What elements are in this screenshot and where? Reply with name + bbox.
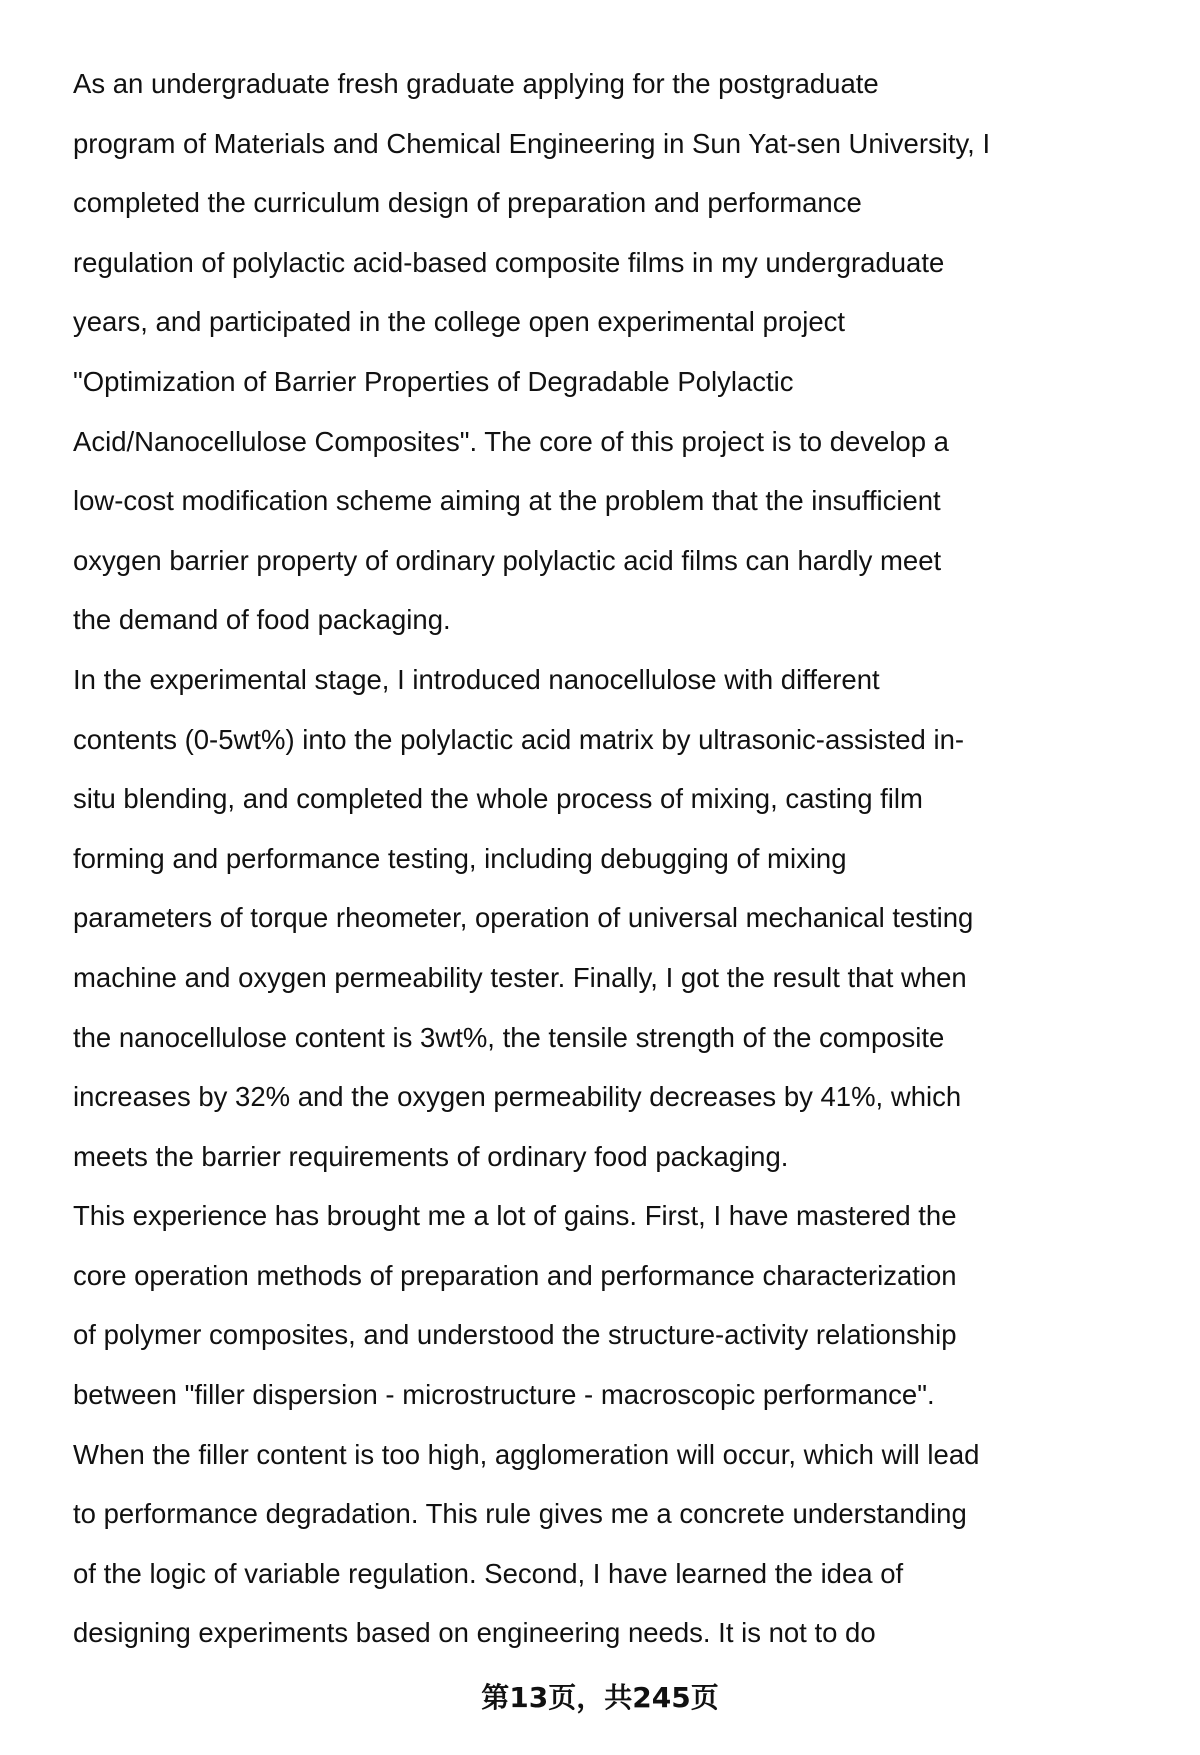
text-line: As an undergraduate fresh graduate applying for the postgraduate	[73, 68, 879, 99]
text-line: between "filler dispersion - microstructure - macroscopic performance".	[73, 1379, 935, 1411]
text-line: of the logic of variable regulation. Second, I have learned the idea of	[73, 1557, 904, 1589]
text-line: core operation methods of preparation and performance characterization	[73, 1259, 957, 1291]
text-line: In the experimental stage, I introduced nanocellulose with different	[73, 663, 880, 695]
text-line: This experience has brought me a lot of gains. First, I have mastered the	[73, 1200, 957, 1232]
text-line: the demand of food packaging.	[73, 604, 451, 636]
text-line: years, and participated in the college open experimental project	[73, 306, 846, 338]
text-line: designing experiments based on engineering needs. It is not to do	[73, 1617, 876, 1649]
text-line: meets the barrier requirements of ordinary food packaging.	[73, 1140, 789, 1172]
text-line: to performance degradation. This rule gives me a concrete understanding	[73, 1498, 967, 1530]
text-line: situ blending, and completed the whole process of mixing, casting film	[73, 783, 923, 815]
document-body	[73, 64, 1180, 1673]
text-line: increases by 32% and the oxygen permeability decreases by 41%, which	[73, 1081, 962, 1113]
text-line: of polymer composites, and understood the structure-activity relationship	[73, 1319, 957, 1351]
text-line: When the filler content is too high, agglomeration will occur, which will lead	[73, 1438, 980, 1470]
text-line: completed the curriculum design of preparation and performance	[73, 187, 862, 219]
text-line: oxygen barrier property of ordinary polylactic acid films can hardly meet	[73, 544, 942, 576]
text-line: contents (0-5wt%) into the polylactic acid matrix by ultrasonic-assisted in-	[73, 723, 965, 755]
page-number: 第13页，共245页	[481, 1681, 719, 1714]
text-line: Acid/Nanocellulose Composites". The core of this project is to develop a	[73, 425, 949, 457]
text-line: program of Materials and Chemical Engineering in Sun Yat-sen University, I	[73, 127, 991, 159]
text-line: the nanocellulose content is 3wt%, the tensile strength of the composite	[73, 1021, 945, 1053]
text-line: regulation of polylactic acid-based composite films in my undergraduate	[73, 246, 945, 278]
text-line: low-cost modification scheme aiming at the problem that the insufficient	[73, 485, 941, 517]
text-line: "Optimization of Barrier Properties of Degradable Polylactic	[73, 365, 794, 397]
text-line: forming and performance testing, including debugging of mixing	[73, 842, 847, 874]
text-line: parameters of torque rheometer, operation of universal mechanical testing	[73, 902, 974, 934]
text-line: machine and oxygen permeability tester. Finally, I got the result that when	[73, 961, 967, 993]
